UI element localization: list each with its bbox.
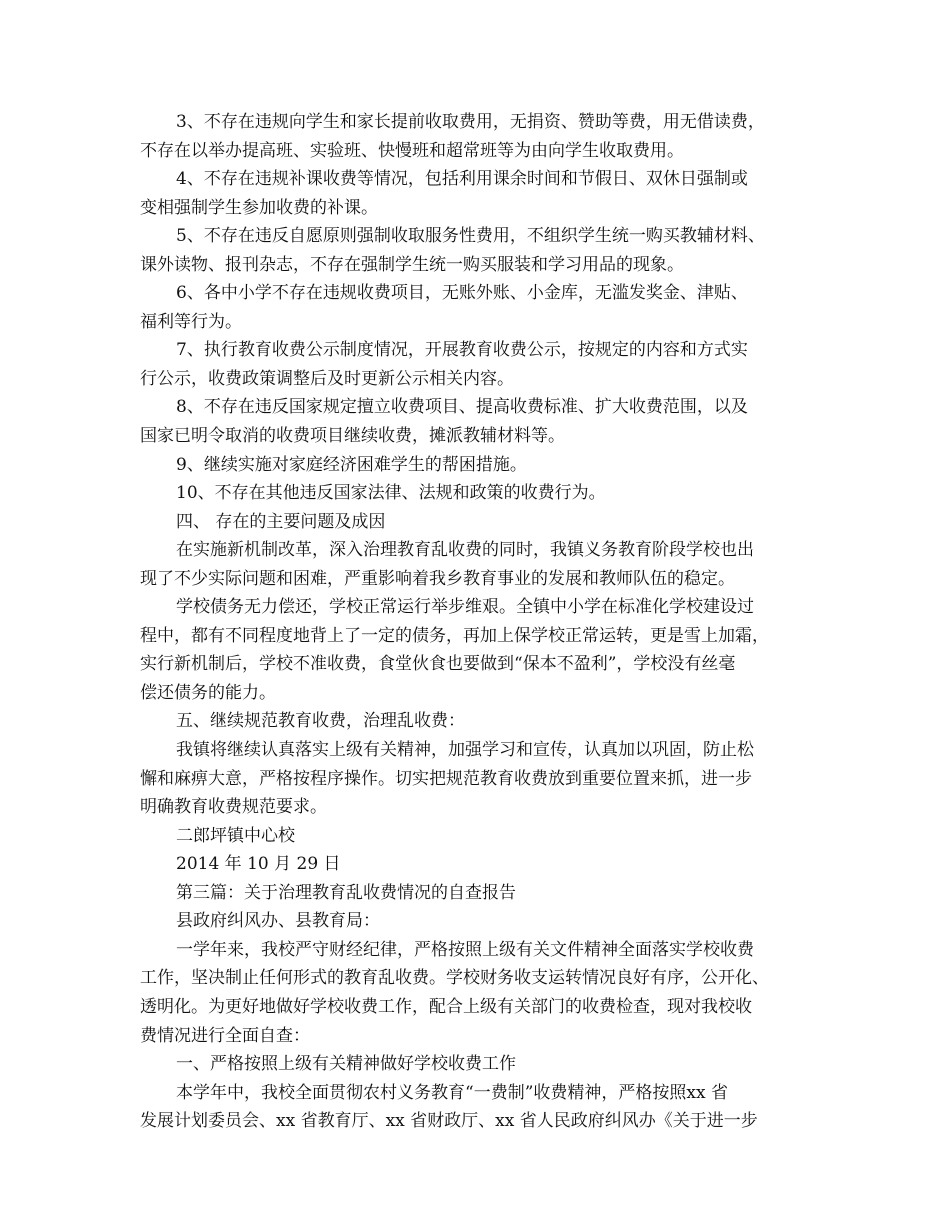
text-line-1: 3、不存在违规向学生和家长提前收取费用，无捐资、赞助等费，用无借读费， (176, 112, 765, 132)
document-page (140, 108, 830, 1136)
text-line-30: 一学年来，我校严守财经纪律，严格按照上级有关文件精神全面落实学校收费 (176, 939, 754, 960)
text-line-35: 本学年中，我校全面贯彻农村义务教育“一费制”收费精神，严格按照xx 省 (176, 1082, 728, 1103)
text-line-5: 5、不存在违反自愿原则强制收取服务性费用，不组织学生统一购买教辅材料、 (176, 226, 765, 247)
text-line-23: 我镇将继续认真落实上级有关精神，加强学习和宣传，认真加以巩固，防止松 (176, 740, 754, 761)
text-line-25: 明确教育收费规范要求。 (140, 797, 327, 818)
text-line-10: 行公示，收费政策调整后及时更新公示相关内容。 (140, 368, 514, 389)
signature-organization: 二郎坪镇中心校 (176, 825, 295, 846)
text-line-3: 4、不存在违规补课收费等情况，包括利用课余时间和节假日、双休日强制或 (176, 169, 748, 190)
text-line-2: 不存在以举办提高班、实验班、快慢班和超常班等为由向学生收取费用。 (140, 140, 684, 161)
text-line-14: 10、不存在其他违反国家法律、法规和政策的收费行为。 (176, 483, 606, 504)
text-line-19: 程中，都有不同程度地背上了一定的债务，再加上保学校正常运转，更是雪上加霜， (140, 625, 769, 646)
text-line-18: 学校债务无力偿还，学校正常运行举步维艰。全镇中小学在标准化学校建设过 (176, 597, 754, 618)
text-line-13: 9、继续实施对家庭经济困难学生的帮困措施。 (176, 454, 527, 475)
signature-date: 2014 年 10 月 29 日 (176, 854, 341, 875)
text-line-33: 费情况进行全面自查： (140, 1025, 310, 1046)
recipient-line: 县政府纠风办、县教育局： (176, 911, 380, 932)
text-line-8: 福利等行为。 (140, 311, 242, 332)
text-line-36: 发展计划委员会、xx 省教育厅、xx 省财政厅、xx 省人民政府纠风办《关于进一步 (140, 1111, 758, 1132)
text-line-21: 偿还债务的能力。 (140, 682, 276, 703)
text-line-31: 工作，坚决制止任何形式的教育乱收费。学校财务收支运转情况良好有序，公开化、 (140, 968, 769, 989)
section-heading-1: 一、严格按照上级有关精神做好学校收费工作 (176, 1054, 516, 1075)
part-three-title: 第三篇：关于治理教育乱收费情况的自查报告 (176, 882, 516, 903)
section-heading-4: 四、 存在的主要问题及成因 (176, 511, 386, 532)
text-line-17: 现了不少实际问题和困难，严重影响着我乡教育事业的发展和教师队伍的稳定。 (140, 568, 735, 589)
text-line-12: 国家已明令取消的收费项目继续收费，摊派教辅材料等。 (140, 426, 565, 447)
text-line-7: 6、各中小学不存在违规收费项目，无账外账、小金库，无滥发奖金、津贴、 (176, 283, 748, 304)
section-heading-5: 五、继续规范教育收费，治理乱收费： (176, 711, 465, 732)
text-line-20: 实行新机制后，学校不准收费，食堂伙食也要做到“保本不盈利”，学校没有丝毫 (140, 654, 736, 675)
text-line-6: 课外读物、报刊杂志，不存在强制学生统一购买服装和学习用品的现象。 (140, 254, 684, 275)
text-line-9: 7、执行教育收费公示制度情况，开展教育收费公示，按规定的内容和方式实 (176, 340, 748, 361)
text-line-4: 变相强制学生参加收费的补课。 (140, 197, 378, 218)
text-line-24: 懈和麻痹大意，严格按程序操作。切实把规范教育收费放到重要位置来抓，进一步 (140, 768, 752, 789)
text-line-16: 在实施新机制改革，深入治理教育乱收费的同时，我镇义务教育阶段学校也出 (176, 540, 754, 561)
text-line-32: 透明化。为更好地做好学校收费工作，配合上级有关部门的收费检查，现对我校收 (140, 996, 752, 1017)
text-line-11: 8、不存在违反国家规定擅立收费项目、提高收费标准、扩大收费范围，以及 (176, 397, 748, 418)
